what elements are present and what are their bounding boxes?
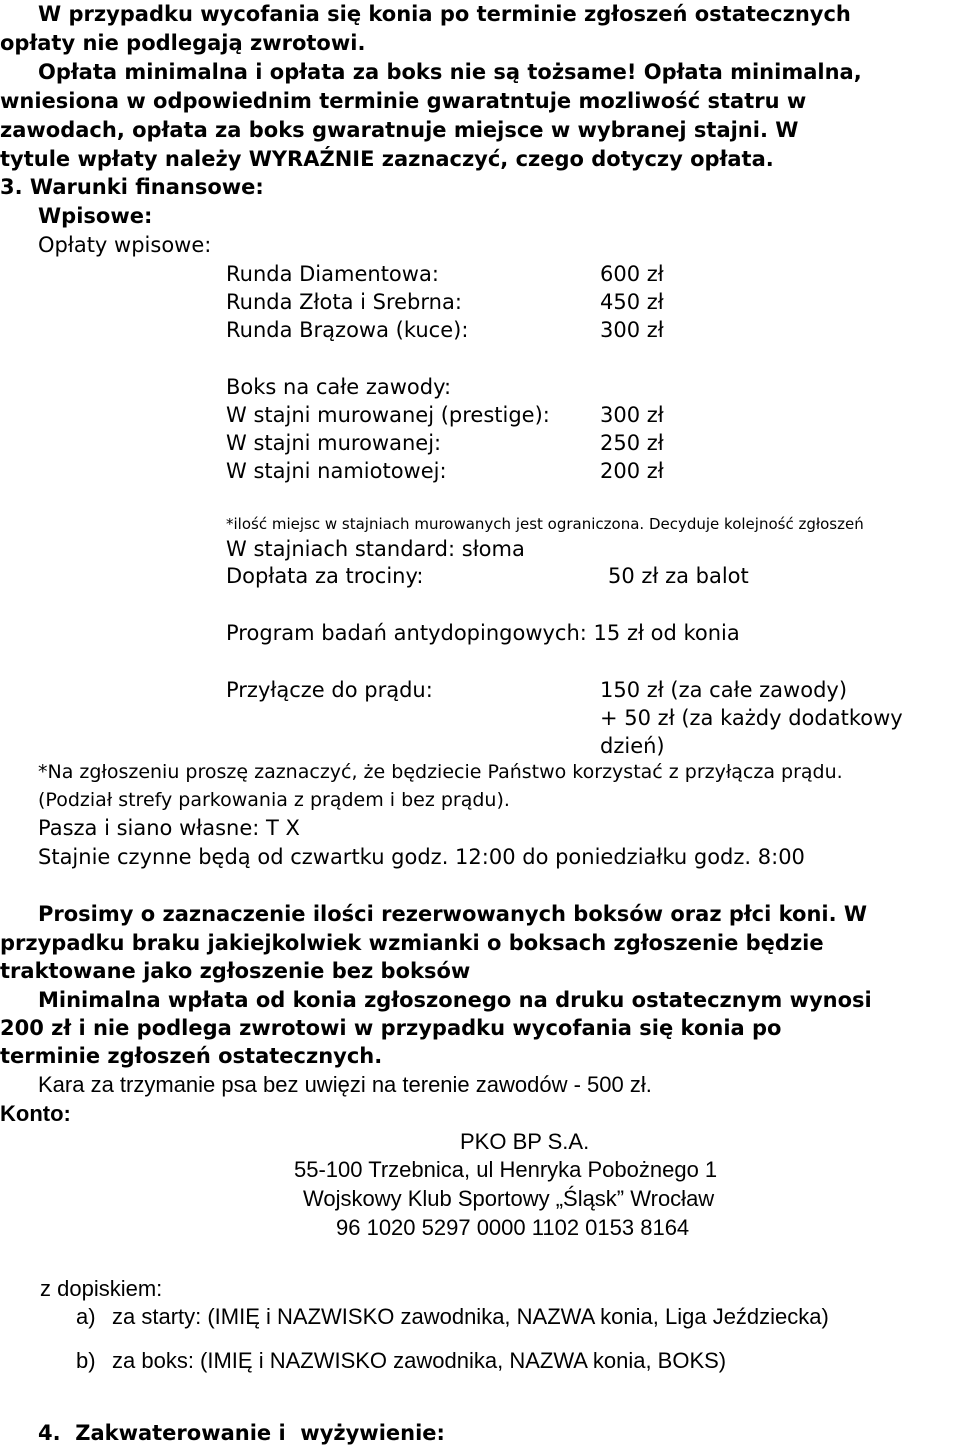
boks-label: Boks na całe zawody: bbox=[226, 375, 452, 399]
boxes-notice-line-2: przypadku braku jakiejkolwiek wzmianki o boksach zgłoszenie będzie bbox=[0, 931, 824, 955]
round-name: Runda Złota i Srebrna: bbox=[226, 290, 462, 314]
round-price: 600 zł bbox=[600, 262, 664, 286]
dopisek-item-b: za boks: (IMIĘ i NAZWISKO zawodnika, NAZWA konia, BOKS) bbox=[112, 1348, 727, 1373]
trociny-label: Dopłata za trociny: bbox=[226, 564, 424, 588]
intro-line-5: zawodach, opłata za boks gwaratnuje miejsce w wybranej stajni. W bbox=[0, 118, 799, 142]
account-label: Konto: bbox=[0, 1101, 71, 1126]
intro-line-6: tytule wpłaty należy WYRAŹNIE zaznaczyć, czego dotyczy opłata. bbox=[0, 147, 774, 171]
section-3-heading: 3. Warunki finansowe: bbox=[0, 175, 264, 199]
club-name: Wojskowy Klub Sportowy „Śląsk” Wrocław bbox=[303, 1186, 715, 1211]
account-number: 96 1020 5297 0000 1102 0153 8164 bbox=[336, 1215, 690, 1240]
box-name: W stajni murowanej (prestige): bbox=[226, 403, 550, 427]
power-label: Przyłącze do prądu: bbox=[226, 678, 433, 702]
doping-fee: Program badań antydopingowych: 15 zł od konia bbox=[226, 621, 740, 645]
list-marker-b: b) bbox=[76, 1348, 96, 1373]
bank-address: 55-100 Trzebnica, ul Henryka Pobożnego 1 bbox=[294, 1157, 718, 1182]
box-price: 300 zł bbox=[600, 403, 664, 427]
boxes-notice-line-1: Prosimy o zaznaczenie ilości rezerwowanych boksów oraz płci koni. W bbox=[38, 902, 868, 926]
parking-note: (Podział strefy parkowania z prądem i bez prądu). bbox=[38, 789, 510, 811]
stables-open: Stajnie czynne będą od czwartku godz. 12:00 do poniedziałku godz. 8:00 bbox=[38, 845, 805, 869]
intro-line-2: opłaty nie podlegają zwrotowi. bbox=[0, 31, 366, 55]
round-price: 450 zł bbox=[600, 290, 664, 314]
dopisek-label: z dopiskiem: bbox=[40, 1276, 163, 1301]
feed-own: Pasza i siano własne: T X bbox=[38, 816, 300, 840]
box-price: 250 zł bbox=[600, 431, 664, 455]
intro-line-3: Opłata minimalna i opłata za boks nie są tożsame! Opłata minimalna, bbox=[38, 60, 862, 84]
section-4-heading: 4. Zakwaterowanie i wyżywienie: bbox=[38, 1421, 445, 1445]
wpisowe-heading: Wpisowe: bbox=[38, 204, 153, 228]
dopisek-item-a: za starty: (IMIĘ i NAZWISKO zawodnika, NAZWA konia, Liga Jeździecka) bbox=[112, 1304, 829, 1329]
intro-line-1: W przypadku wycofania się konia po terminie zgłoszeń ostatecznych bbox=[38, 2, 851, 26]
list-marker-a: a) bbox=[76, 1304, 96, 1329]
round-name: Runda Brązowa (kuce): bbox=[226, 318, 469, 342]
boxes-notice-line-4: Minimalna wpłata od konia zgłoszonego na druku ostatecznym wynosi bbox=[38, 988, 872, 1012]
power-note: *Na zgłoszeniu proszę zaznaczyć, że będziecie Państwo korzystać z przyłącza prądu. bbox=[38, 761, 843, 783]
limited-places-note: *ilość miejsc w stajniach murowanych jest ograniczona. Decyduje kolejność zgłoszeń bbox=[226, 515, 864, 533]
power-price-line-2: + 50 zł (za każdy dodatkowy bbox=[600, 706, 903, 730]
oplaty-wpisowe-label: Opłaty wpisowe: bbox=[38, 233, 212, 257]
trociny-price: 50 zł za balot bbox=[608, 564, 749, 588]
round-price: 300 zł bbox=[600, 318, 664, 342]
boxes-notice-line-3: traktowane jako zgłoszenie bez boksów bbox=[0, 959, 471, 983]
dog-penalty: Kara za trzymanie psa bez uwięzi na terenie zawodów - 500 zł. bbox=[38, 1072, 652, 1097]
boxes-notice-line-6: terminie zgłoszeń ostatecznych. bbox=[0, 1044, 383, 1068]
power-price-line-1: 150 zł (za całe zawody) bbox=[600, 678, 848, 702]
power-price-line-3: dzień) bbox=[600, 734, 665, 758]
box-price: 200 zł bbox=[600, 459, 664, 483]
bank-name: PKO BP S.A. bbox=[460, 1129, 590, 1154]
boxes-notice-line-5: 200 zł i nie podlega zwrotowi w przypadku wycofania się konia po bbox=[0, 1016, 782, 1040]
box-name: W stajni murowanej: bbox=[226, 431, 442, 455]
box-name: W stajni namiotowej: bbox=[226, 459, 447, 483]
intro-line-4: wniesiona w odpowiednim terminie gwaratntuje mozliwość statru w bbox=[0, 89, 807, 113]
standard-bedding: W stajniach standard: słoma bbox=[226, 537, 525, 561]
round-name: Runda Diamentowa: bbox=[226, 262, 439, 286]
